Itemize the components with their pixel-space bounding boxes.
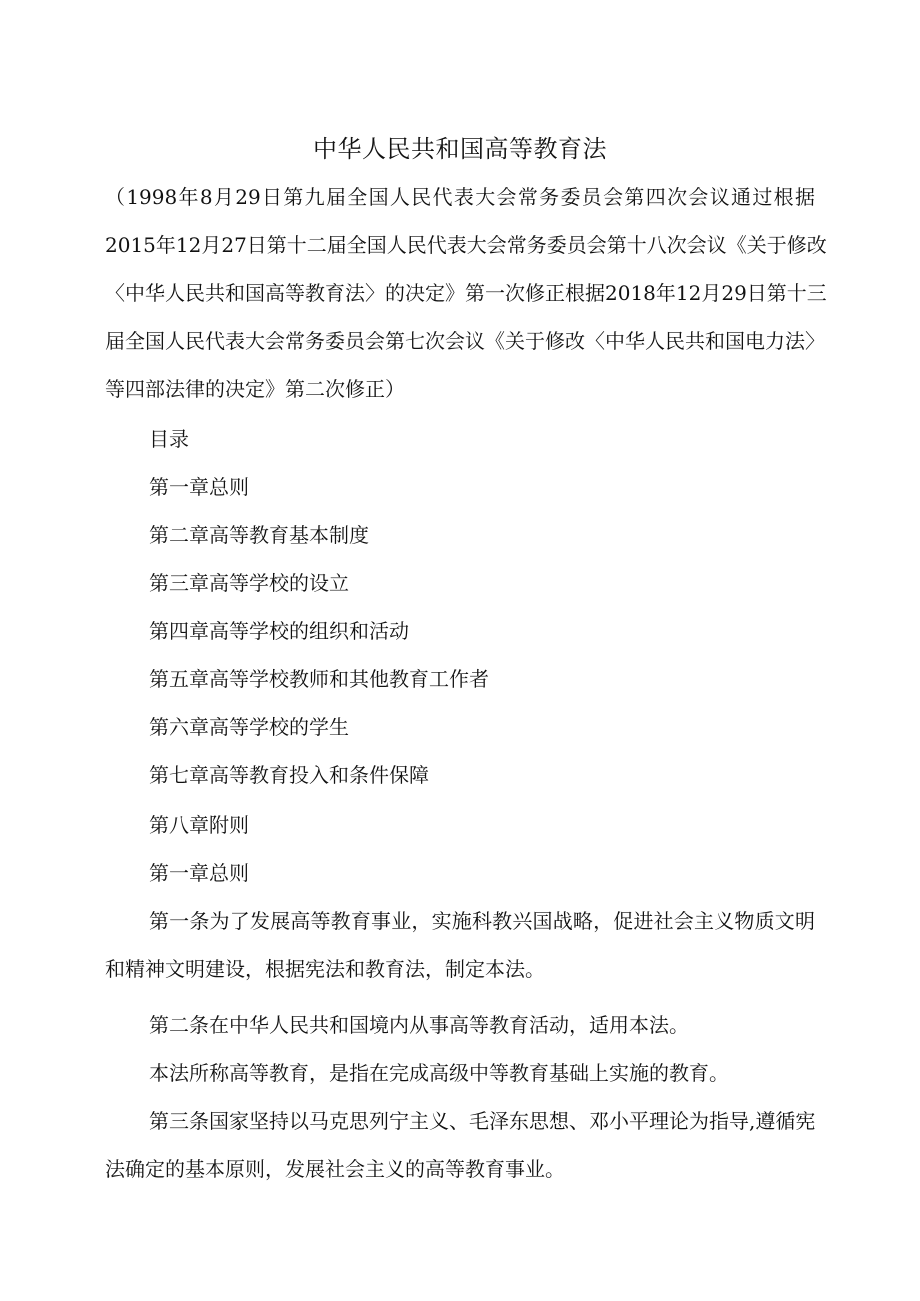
article-2-line: 第二条在中华人民共和国境内从事高等教育活动，适用本法。 xyxy=(149,1013,689,1037)
toc-item: 第四章高等学校的组织和活动 xyxy=(149,619,409,643)
chapter-heading: 第一章总则 xyxy=(149,861,249,885)
toc-item: 第八章附则 xyxy=(149,813,249,837)
toc-item: 第五章高等学校教师和其他教育工作者 xyxy=(149,667,489,691)
preamble-line: （1998年8月29日第九届全国人民代表大会常务委员会第四次会议通过根据 xyxy=(105,185,815,209)
article-3-line: 法确定的基本原则，发展社会主义的高等教育事业。 xyxy=(105,1157,565,1181)
preamble-line: 等四部法律的决定》第二次修正） xyxy=(105,377,405,401)
toc-item: 第六章高等学校的学生 xyxy=(149,715,349,739)
toc-item: 第三章高等学校的设立 xyxy=(149,571,349,595)
preamble-line: 2015年12月27日第十二届全国人民代表大会常务委员会第十八次会议《关于修改 xyxy=(105,233,827,257)
toc-item: 第七章高等教育投入和条件保障 xyxy=(149,763,429,787)
article-1-line: 第一条为了发展高等教育事业，实施科教兴国战略，促进社会主义物质文明 xyxy=(149,909,815,933)
article-1-line: 和精神文明建设，根据宪法和教育法，制定本法。 xyxy=(105,957,545,981)
toc-item: 第二章高等教育基本制度 xyxy=(149,523,369,547)
preamble-line: 〈中华人民共和国高等教育法〉的决定》第一次修正根据2018年12月29日第十三 xyxy=(105,281,827,305)
toc-heading: 目录 xyxy=(149,427,189,451)
toc-item: 第一章总则 xyxy=(149,475,249,499)
preamble-line: 届全国人民代表大会常务委员会第七次会议《关于修改〈中华人民共和国电力法〉 xyxy=(105,329,825,353)
article-3-line: 第三条国家坚持以马克思列宁主义、毛泽东思想、邓小平理论为指导,遵循宪 xyxy=(149,1109,816,1133)
article-2-line: 本法所称高等教育，是指在完成高级中等教育基础上实施的教育。 xyxy=(149,1061,729,1085)
document-title: 中华人民共和国高等教育法 xyxy=(313,135,607,163)
